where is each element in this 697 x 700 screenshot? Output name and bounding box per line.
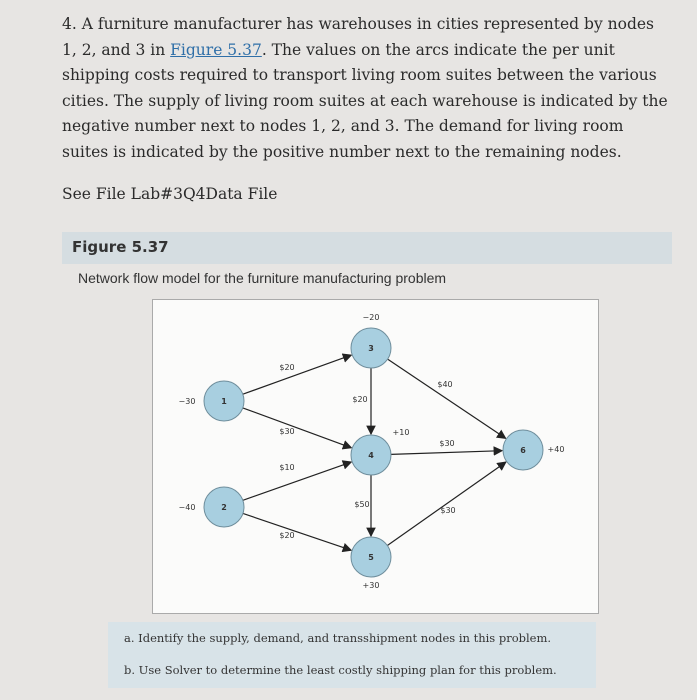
figure-link[interactable]: Figure 5.37 — [170, 40, 262, 59]
arc-3-6 — [388, 359, 506, 438]
node-label-6: 6 — [520, 446, 526, 455]
problem-number: 4. — [62, 15, 77, 33]
node-supply-demand-6: +40 — [547, 445, 565, 454]
arc-cost-5-6: $30 — [440, 506, 456, 515]
see-file-note: See File Lab#3Q4Data File — [62, 185, 278, 203]
arc-cost-3-4: $20 — [352, 395, 368, 404]
node-4 — [351, 435, 391, 475]
node-label-5: 5 — [368, 553, 374, 562]
arc-cost-1-3: $20 — [279, 363, 295, 372]
arc-cost-2-5: $20 — [279, 531, 295, 540]
node-label-4: 4 — [368, 451, 374, 460]
question-b: b. Use Solver to determine the least costly shipping plan for this problem. — [124, 663, 557, 677]
node-label-1: 1 — [221, 397, 227, 406]
figure-header — [62, 232, 672, 264]
question-a: a. Identify the supply, demand, and transshipment nodes in this problem. — [124, 631, 552, 645]
node-3 — [351, 328, 391, 368]
arc-cost-4-5: $50 — [354, 500, 370, 509]
arc-2-5 — [243, 513, 351, 550]
figure-caption: Network flow model for the furniture manufacturing problem — [78, 270, 447, 286]
arc-2-4 — [243, 462, 351, 500]
arc-cost-1-4: $30 — [279, 427, 295, 436]
node-supply-demand-2: −40 — [178, 503, 196, 512]
arc-5-6 — [387, 462, 505, 545]
node-5 — [351, 537, 391, 577]
problem-text-start: A furniture manufacturer has warehouses in cities represented by nodes 1, 2, and 3 in — [62, 15, 655, 59]
problem-text-end: . The values on the arcs indicate the per unit shipping costs required to transport living room suites between the various cities. The supply of living room suites at each warehouse is indicated by the negative number next to nodes 1, 2, and 3. The demand for living room suites is indicated by the positive number next to the remaining nodes. — [62, 40, 668, 161]
arc-1-3 — [243, 355, 351, 394]
arc-4-6 — [391, 451, 502, 455]
node-supply-demand-5: +30 — [362, 581, 380, 590]
problem-statement — [62, 12, 672, 165]
arc-cost-4-6: $30 — [439, 439, 455, 448]
node-supply-demand-4: +10 — [392, 428, 410, 437]
network-diagram — [152, 299, 599, 614]
node-2 — [204, 487, 244, 527]
arc-1-4 — [243, 408, 352, 448]
node-label-2: 2 — [221, 503, 227, 512]
figure-title: Figure 5.37 — [72, 238, 169, 256]
node-supply-demand-3: −20 — [362, 313, 380, 322]
node-6 — [503, 430, 543, 470]
node-1 — [204, 381, 244, 421]
node-label-3: 3 — [368, 344, 374, 353]
questions-box — [108, 622, 596, 688]
arc-cost-2-4: $10 — [279, 463, 295, 472]
network-svg — [153, 300, 598, 613]
arc-cost-3-6: $40 — [437, 380, 453, 389]
node-supply-demand-1: −30 — [178, 397, 196, 406]
